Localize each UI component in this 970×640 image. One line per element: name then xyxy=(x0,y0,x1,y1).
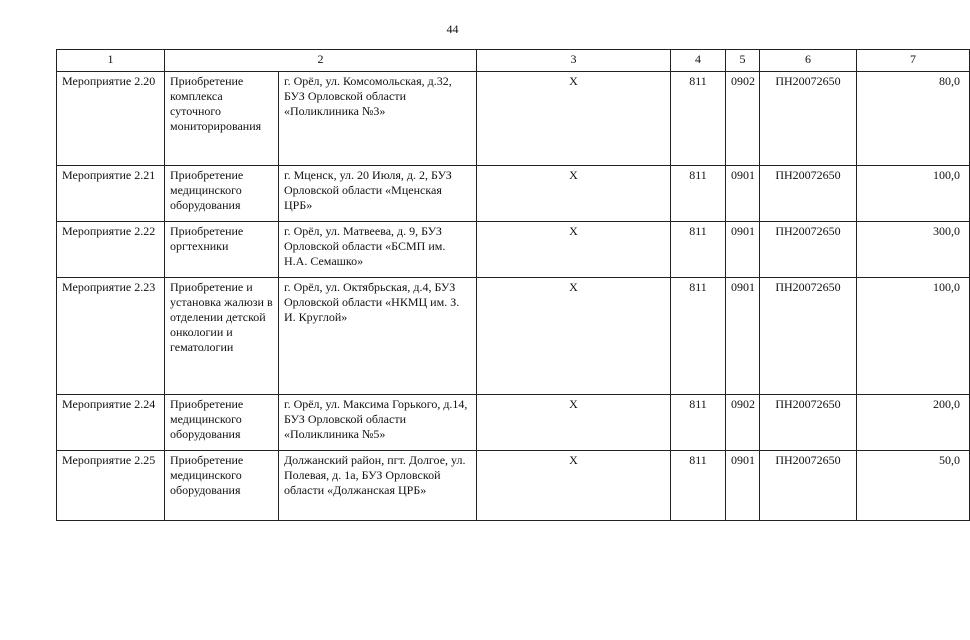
cell-col4: 811 xyxy=(671,278,726,395)
cell-name: Приобретение оргтехники xyxy=(165,222,279,278)
cell-address: г. Орёл, ул. Октябрьская, д.4, БУЗ Орловской области «НКМЦ им. З. И. Круглой» xyxy=(279,278,477,395)
cell-col6: ПН20072650 xyxy=(760,166,857,222)
cell-code: Мероприятие 2.22 xyxy=(57,222,165,278)
cell-col7: 300,0 xyxy=(857,222,970,278)
cell-col5: 0902 xyxy=(726,72,760,166)
cell-col5: 0901 xyxy=(726,166,760,222)
cell-col6: ПН20072650 xyxy=(760,222,857,278)
cell-code: Мероприятие 2.20 xyxy=(57,72,165,166)
header-col-3: 3 xyxy=(477,50,671,72)
page-number: 44 xyxy=(446,22,459,36)
table-row xyxy=(57,72,970,166)
cell-name: Приобретение и установка жалюзи в отделении детской онкологии и гематологии xyxy=(165,278,279,395)
header-col-1: 1 xyxy=(57,50,165,72)
cell-col4: 811 xyxy=(671,451,726,521)
cell-code: Мероприятие 2.24 xyxy=(57,395,165,451)
cell-col4: 811 xyxy=(671,222,726,278)
cell-col5: 0901 xyxy=(726,222,760,278)
cell-col4: 811 xyxy=(671,72,726,166)
cell-col3: X xyxy=(477,395,671,451)
cell-address: г. Орёл, ул. Комсомольская, д.32, БУЗ Орловской области «Поликлиника №3» xyxy=(279,72,477,166)
cell-code: Мероприятие 2.25 xyxy=(57,451,165,521)
cell-col6: ПН20072650 xyxy=(760,72,857,166)
cell-address: г. Орёл, ул. Матвеева, д. 9, БУЗ Орловской области «БСМП им. Н.А. Семашко» xyxy=(279,222,477,278)
table-row xyxy=(57,278,970,395)
cell-col5: 0901 xyxy=(726,278,760,395)
table-row xyxy=(57,451,970,521)
cell-col4: 811 xyxy=(671,395,726,451)
header-col-7: 7 xyxy=(857,50,970,72)
cell-col4: 811 xyxy=(671,166,726,222)
cell-col3: X xyxy=(477,166,671,222)
cell-col7: 50,0 xyxy=(857,451,970,521)
cell-address: Должанский район, пгт. Долгое, ул. Полевая, д. 1а, БУЗ Орловской области «Должанская ЦРБ» xyxy=(279,451,477,521)
header-col-2: 2 xyxy=(165,50,477,72)
cell-col5: 0902 xyxy=(726,395,760,451)
budget-table xyxy=(56,49,970,521)
table-header-row xyxy=(57,50,970,72)
header-col-6: 6 xyxy=(760,50,857,72)
cell-col7: 100,0 xyxy=(857,278,970,395)
cell-col6: ПН20072650 xyxy=(760,395,857,451)
cell-address: г. Орёл, ул. Максима Горького, д.14, БУЗ Орловской области «Поликлиника №5» xyxy=(279,395,477,451)
cell-col3: X xyxy=(477,72,671,166)
header-col-5: 5 xyxy=(726,50,760,72)
table-row xyxy=(57,222,970,278)
table-row xyxy=(57,166,970,222)
cell-col6: ПН20072650 xyxy=(760,278,857,395)
cell-name: Приобретение медицинского оборудования xyxy=(165,166,279,222)
cell-col5: 0901 xyxy=(726,451,760,521)
cell-col7: 80,0 xyxy=(857,72,970,166)
cell-address: г. Мценск, ул. 20 Июля, д. 2, БУЗ Орловской области «Мценская ЦРБ» xyxy=(279,166,477,222)
cell-col6: ПН20072650 xyxy=(760,451,857,521)
cell-name: Приобретение медицинского оборудования xyxy=(165,451,279,521)
cell-col7: 200,0 xyxy=(857,395,970,451)
cell-col3: X xyxy=(477,278,671,395)
cell-name: Приобретение комплекса суточного мониторирования xyxy=(165,72,279,166)
header-col-4: 4 xyxy=(671,50,726,72)
cell-col3: X xyxy=(477,222,671,278)
cell-code: Мероприятие 2.21 xyxy=(57,166,165,222)
cell-col3: X xyxy=(477,451,671,521)
cell-code: Мероприятие 2.23 xyxy=(57,278,165,395)
cell-col7: 100,0 xyxy=(857,166,970,222)
cell-name: Приобретение медицинского оборудования xyxy=(165,395,279,451)
table-row xyxy=(57,395,970,451)
